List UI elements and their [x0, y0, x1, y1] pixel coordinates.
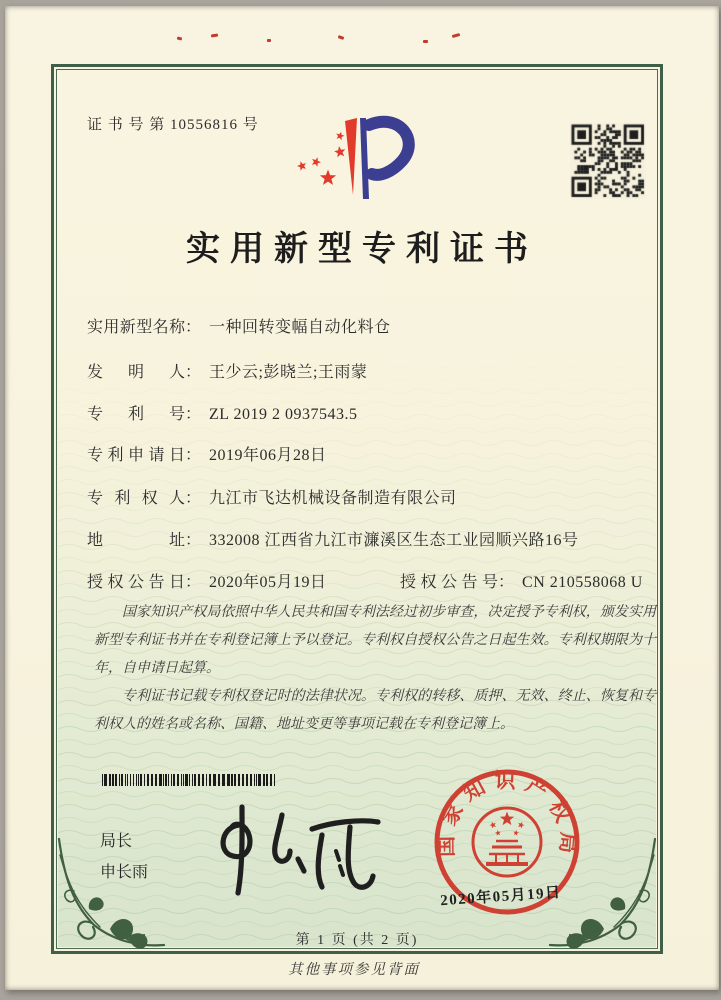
certificate-border-frame	[51, 64, 663, 954]
director-block	[100, 826, 148, 888]
director-signature	[208, 799, 388, 899]
director-name: 申长雨	[100, 864, 149, 881]
field-row-patentee	[87, 485, 647, 508]
certificate-paper	[5, 6, 719, 990]
field-label: 专利申请日	[87, 447, 185, 464]
field-grant-number	[400, 569, 643, 592]
certificate-number: 证 书 号 第 10556816 号	[87, 117, 259, 133]
field-colon: ：	[185, 490, 202, 507]
field-label: 实用新型名称	[87, 319, 185, 336]
back-note: 其他事项参见背面	[288, 962, 420, 978]
qr-code	[570, 123, 646, 199]
legal-paragraph-2: 专利证书记载专利权登记时的法律状况。专利权的转移、质押、无效、终止、恢复和专利权人的姓名或名称、国籍、地址变更等事项记载在专利登记簿上。	[94, 689, 656, 732]
field-value: 2020年05月19日	[209, 574, 327, 591]
field-row-address	[87, 527, 647, 550]
field-colon: ：	[185, 319, 202, 336]
page-number: 第 1 页 (共 2 页)	[295, 933, 419, 948]
field-value: ZL 2019 2 0937543.5	[209, 406, 358, 423]
seal-date: 2020年05月19日	[439, 884, 563, 910]
field-row-patent-number	[87, 401, 647, 424]
field-value: 九江市飞达机械设备制造有限公司	[209, 490, 457, 507]
seal-text: 国家知识产权局	[433, 768, 581, 863]
field-value: CN 210558068 U	[522, 574, 643, 591]
field-value: 王少云;彭晓兰;王雨蒙	[209, 364, 368, 381]
field-row-grant-date	[87, 569, 647, 592]
field-colon: ：	[185, 574, 202, 591]
field-value: 332008 江西省九江市濂溪区生态工业园顺兴路16号	[209, 532, 579, 549]
field-colon: ：	[185, 364, 202, 381]
field-colon: ：	[185, 447, 202, 464]
field-label: 专利号	[87, 406, 185, 423]
field-colon: ：	[185, 406, 202, 423]
field-row-utility-model-name	[87, 314, 647, 337]
field-label: 授权公告日	[87, 574, 185, 591]
national-emblem-icon	[473, 808, 541, 876]
field-value: 2019年06月28日	[209, 447, 327, 464]
field-label: 授权公告号	[400, 574, 498, 591]
field-row-filing-date	[87, 442, 647, 465]
legal-text	[94, 599, 656, 739]
field-colon: ：	[185, 532, 202, 549]
cnipa-logo-icon	[297, 111, 425, 206]
field-value: 一种回转变幅自动化料仓	[209, 319, 391, 336]
barcode	[102, 774, 277, 786]
field-colon: ：	[498, 574, 515, 591]
certificate-title: 实用新型专利证书	[186, 231, 538, 268]
field-label: 专利权人	[87, 490, 185, 507]
legal-paragraph-1: 国家知识产权局依照中华人民共和国专利法经过初步审查，决定授予专利权，颁发实用新型专利证书并在专利登记簿上予以登记。专利权自授权公告之日起生效。专利权期限为十年，自申请日起算。	[94, 605, 656, 676]
director-title: 局长	[100, 833, 133, 850]
field-label: 地址	[87, 532, 185, 549]
field-row-inventors	[87, 359, 647, 382]
field-label: 发明人	[87, 364, 185, 381]
